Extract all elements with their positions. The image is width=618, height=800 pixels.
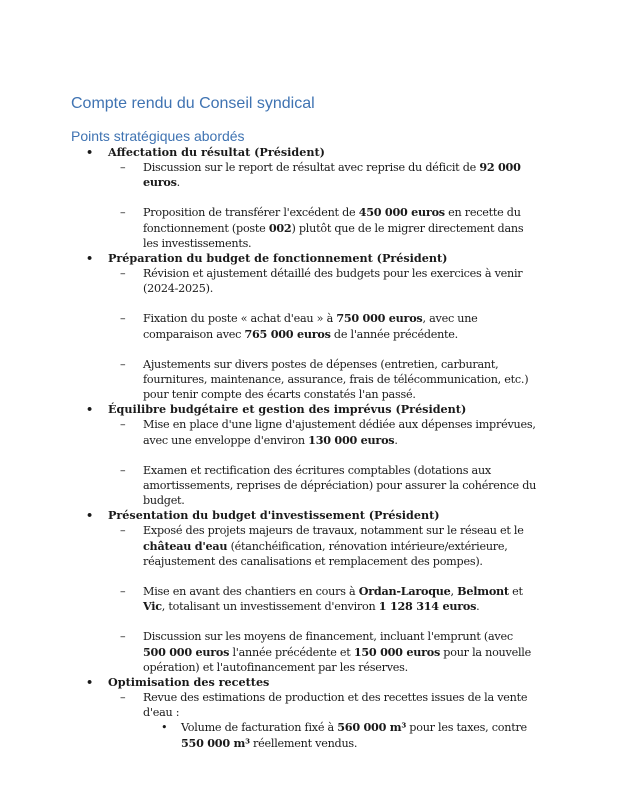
section-heading: Équilibre budgétaire et gestion des imprévus (Président) <box>108 402 467 417</box>
dash-icon: – <box>120 206 126 220</box>
list-item: – Discussion sur les moyens de financement, incluant l'emprunt (avec 500 000 euros l'année précédente et 150 000 euros pour la nouvelle opération) et l'autofinancement par les réserves. <box>120 630 531 674</box>
section-heading: Préparation du budget de fonctionnement (Président) <box>108 251 448 266</box>
section-affectation-resultat <box>0 145 618 251</box>
bullet-icon: • <box>86 508 94 523</box>
dash-icon: – <box>120 524 126 538</box>
list-item: – Mise en avant des chantiers en cours à Ordan-Laroque, Belmont et Vic, totalisant un investissement d'environ 1 128 314 euros. <box>120 584 523 614</box>
nested-list-item: • Volume de facturation fixé à 560 000 m³ pour les taxes, contre 550 000 m³ réellement vendus. <box>161 720 527 750</box>
section-heading: Optimisation des recettes <box>108 675 270 690</box>
section-subtitle: Points stratégiques abordés <box>71 128 245 144</box>
dash-icon: – <box>120 161 126 174</box>
list-item: – Révision et ajustement détaillé des budgets pour les exercices à venir (2024-2025). <box>120 267 523 296</box>
section-equilibre-budgetaire <box>0 402 618 508</box>
dash-icon: – <box>120 267 126 281</box>
dash-icon: – <box>120 463 126 477</box>
dash-icon: – <box>120 357 126 371</box>
dash-icon: – <box>120 585 126 599</box>
points-list <box>0 145 618 751</box>
list-item: – Ajustements sur divers postes de dépenses (entretien, carburant, fournitures, maintenance, assurance, frais de télécommunication, etc.) pour tenir compte des écarts constatés l'an passé. <box>120 357 529 402</box>
section-budget-fonctionnement <box>0 251 618 402</box>
list-item: – Revue des estimations de production et des recettes issues de la vente d'eau : <box>120 691 528 720</box>
section-budget-investissement <box>0 508 618 675</box>
dash-icon: – <box>120 312 126 326</box>
bullet-icon: • <box>86 251 94 266</box>
list-item: – Proposition de transférer l'excédent de 450 000 euros en recette du fonctionnement (poste 002) plutôt que de le migrer directement dans les investissements. <box>120 205 524 250</box>
bullet-icon: • <box>86 675 94 690</box>
list-item: – Discussion sur le report de résultat avec reprise du déficit de 92 000 euros. <box>120 160 521 190</box>
dash-icon: – <box>120 630 126 644</box>
bullet-icon: • <box>86 402 94 417</box>
dash-icon: – <box>120 691 126 705</box>
list-item: – Exposé des projets majeurs de travaux, notamment sur le réseau et le château d'eau (étanchéification, rénovation intérieure/extérieure, réajustement des canalisations et remplacement des pompes). <box>120 524 524 568</box>
section-heading: Présentation du budget d'investissement (Président) <box>108 508 440 523</box>
list-item: – Mise en place d'une ligne d'ajustement dédiée aux dépenses imprévues, avec une enveloppe d'environ 130 000 euros. <box>120 418 536 447</box>
dash-icon: – <box>120 418 126 432</box>
list-item: – Examen et rectification des écritures comptables (dotations aux amortissements, reprises de dépréciation) pour assurer la cohérence du budget. <box>120 463 537 508</box>
section-optimisation-recettes <box>0 675 618 751</box>
bullet-icon: • <box>86 145 94 159</box>
bullet-icon: • <box>161 721 168 735</box>
section-heading: Affectation du résultat (Président) <box>108 145 325 159</box>
document-title: Compte rendu du Conseil syndical <box>71 95 315 112</box>
list-item: – Fixation du poste « achat d'eau » à 750 000 euros, avec une comparaison avec 765 000 euros de l'année précédente. <box>120 311 478 341</box>
